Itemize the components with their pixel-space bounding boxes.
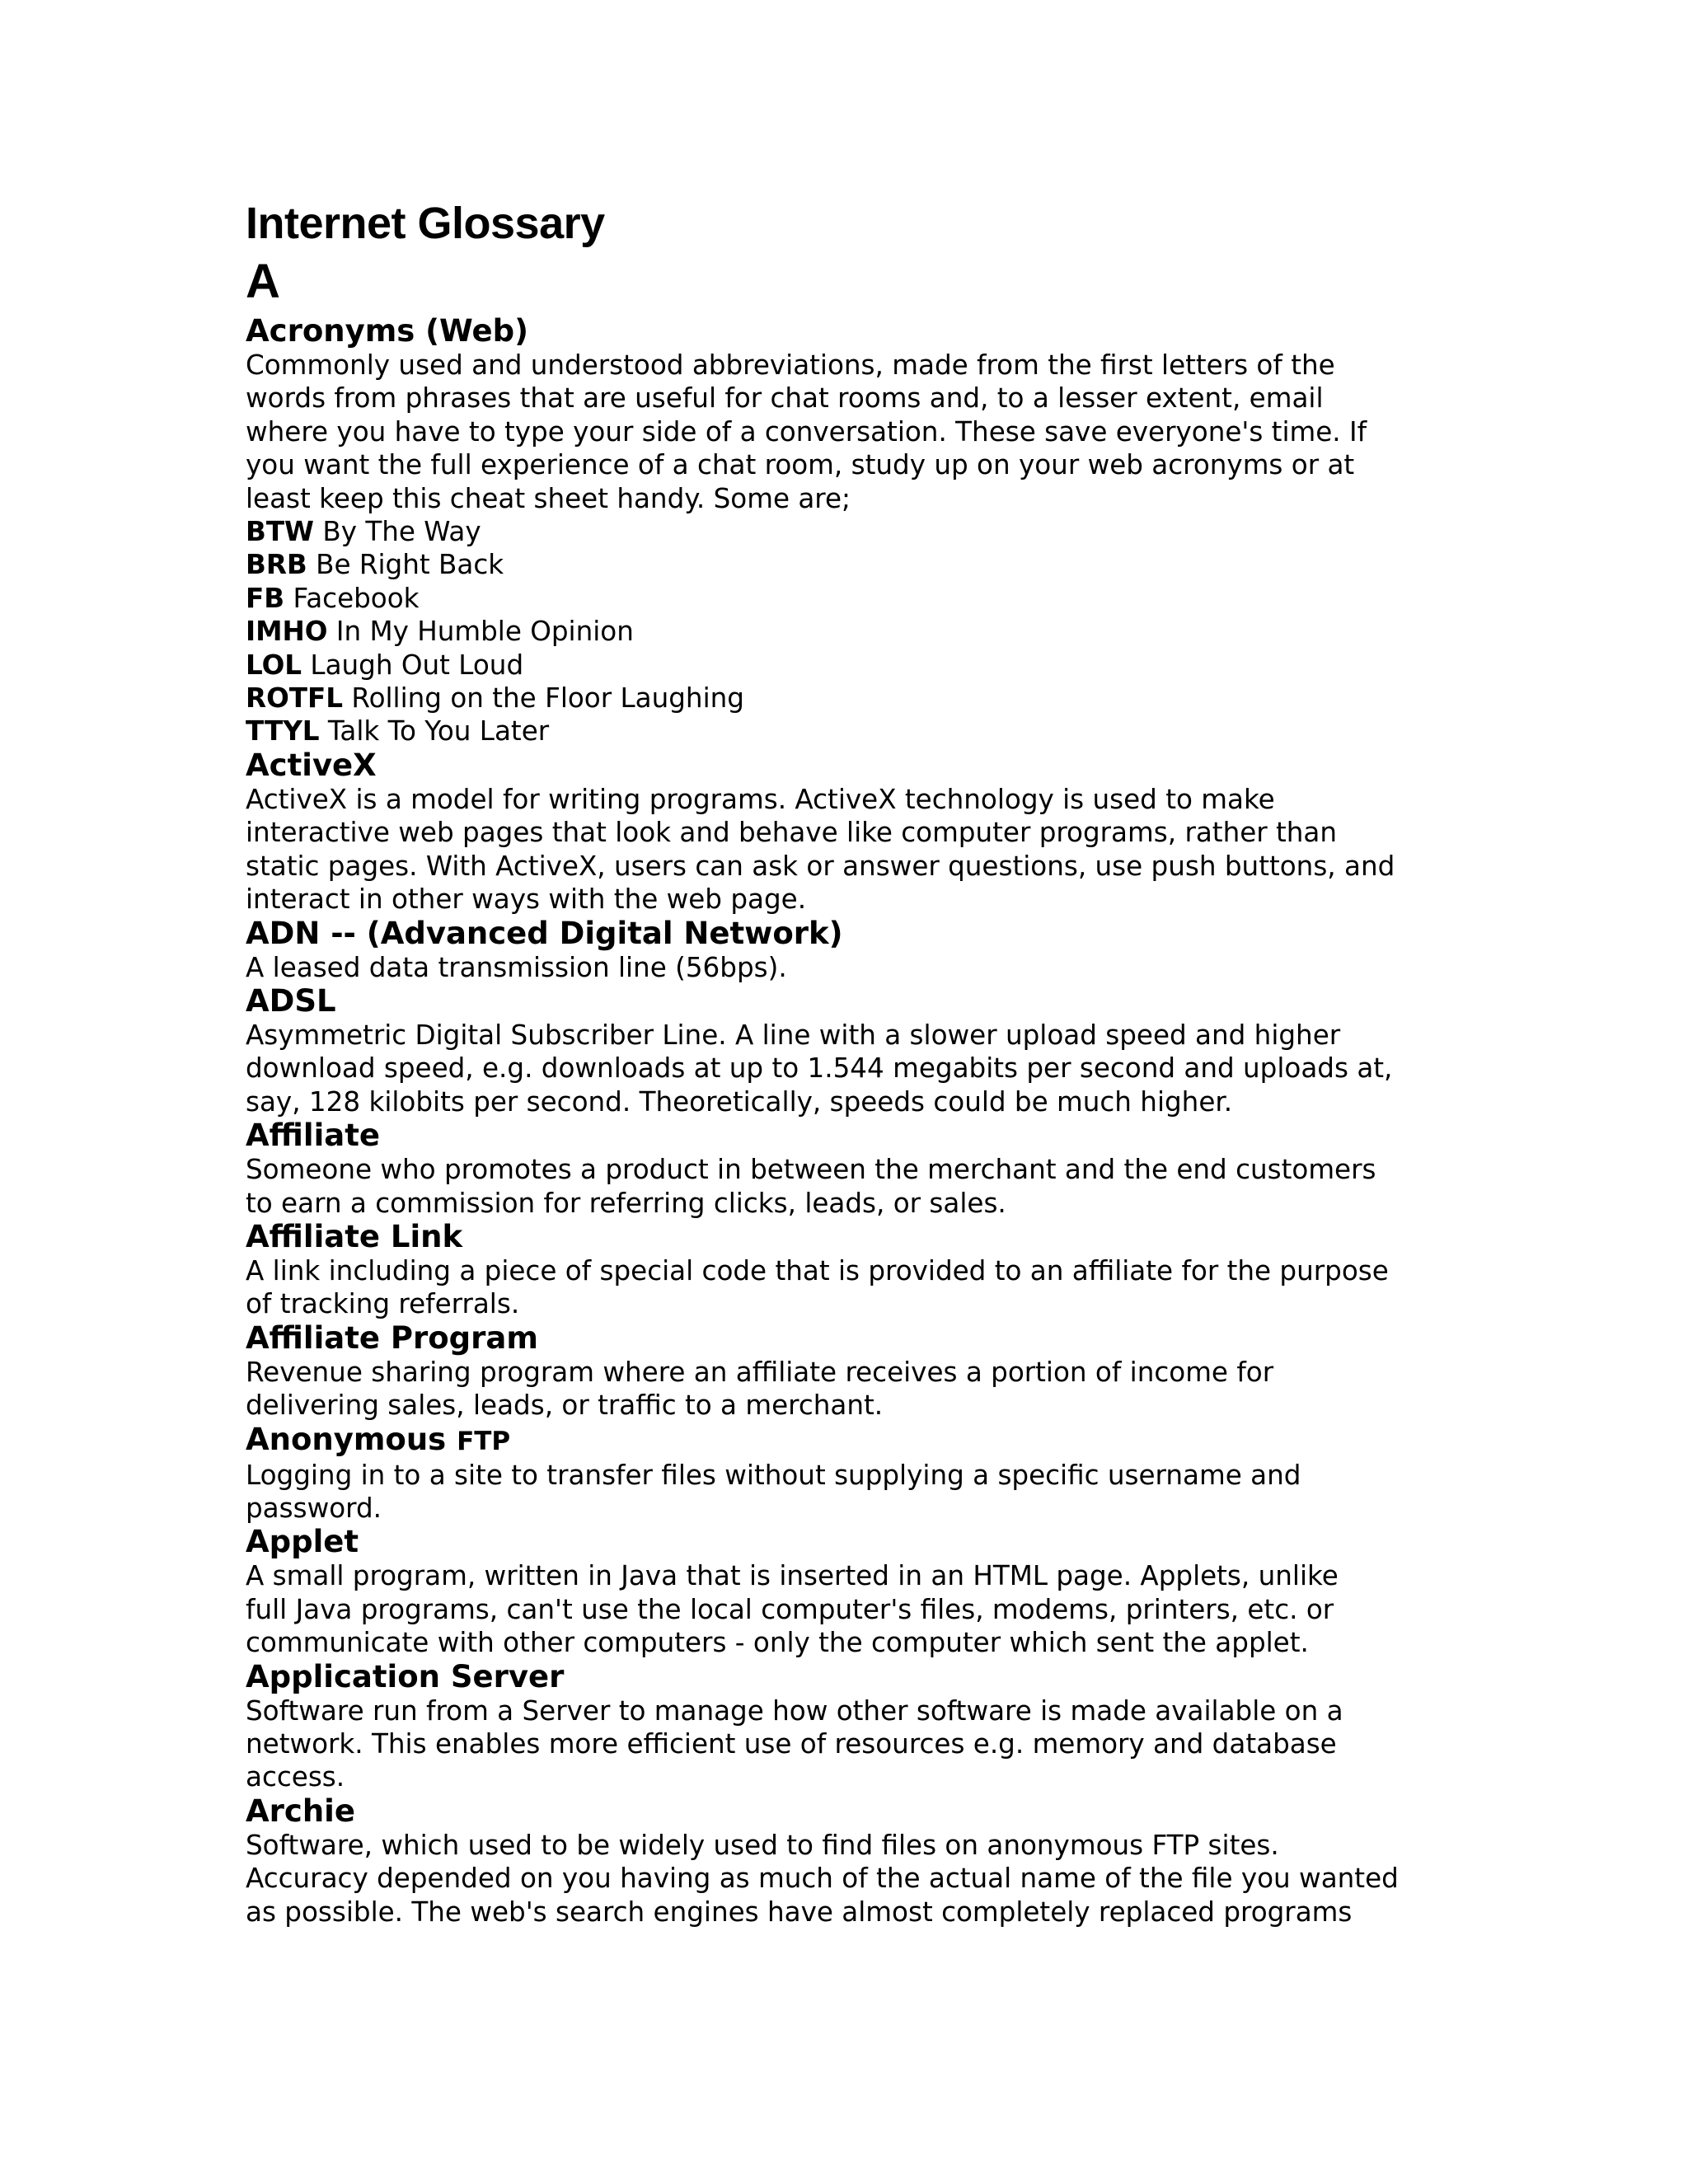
entry-definition-line: say, 128 kilobits per second. Theoretically, speeds could be much higher.: [246, 1085, 1233, 1118]
acronym-list: [246, 515, 1457, 748]
entry-term-text: Acronyms (Web): [246, 313, 529, 349]
entry-term-text: ActiveX: [246, 747, 377, 783]
acronym-meaning: Talk To You Later: [327, 715, 550, 748]
entry-definition-line: delivering sales, leads, or traffic to a merchant.: [246, 1390, 884, 1422]
acronym-abbr: BTW: [246, 516, 314, 548]
entry-definition-line: full Java programs, can't use the local computer's files, modems, printers, etc. or: [246, 1593, 1334, 1625]
entry-definition-line: Logging in to a site to transfer files without supplying a specific username and: [246, 1459, 1301, 1491]
entries-group-2: [246, 748, 1457, 1929]
acronym-row: [246, 682, 1457, 715]
acronym-meaning: Rolling on the Floor Laughing: [351, 682, 744, 715]
entry-term: [246, 1118, 1457, 1153]
entry-term-text: ADSL: [246, 982, 336, 1019]
entry-definition-line: Asymmetric Digital Subscriber Line. A line with a slower upload speed and higher: [246, 1019, 1341, 1051]
entry-term-text: Applet: [246, 1524, 359, 1560]
entry-term: [246, 1220, 1457, 1254]
entry-term: [246, 1321, 1457, 1356]
entry-definition-line: communicate with other computers - only the computer which sent the applet.: [246, 1627, 1309, 1659]
entry-definition-line: least keep this cheat sheet handy. Some are;: [246, 482, 851, 514]
glossary-page: [246, 194, 1457, 1929]
entry-definition-line: as possible. The web's search engines have almost completely replaced programs: [246, 1896, 1353, 1928]
glossary-entry: [246, 314, 1457, 515]
acronym-abbr: LOL: [246, 649, 302, 681]
glossary-entry: [246, 1220, 1457, 1321]
glossary-entry: [246, 1118, 1457, 1220]
entry-definition-line: A link including a piece of special code that is provided to an affiliate for the purpose: [246, 1254, 1389, 1286]
entry-definition-line: you want the full experience of a chat room, study up on your web acronyms or at: [246, 449, 1355, 481]
entry-definition-line: ActiveX is a model for writing programs. ActiveX technology is used to make: [246, 783, 1275, 815]
entry-definition-line: Revenue sharing program where an affiliate receives a portion of income for: [246, 1356, 1274, 1388]
acronym-abbr: IMHO: [246, 616, 328, 648]
entry-definition-line: download speed, e.g. downloads at up to 1.544 megabits per second and uploads at,: [246, 1052, 1393, 1085]
entry-term: [246, 916, 1457, 951]
entry-term-text: ADN -- (Advanced Digital Network): [246, 915, 843, 951]
acronym-abbr: FB: [246, 582, 285, 614]
glossary-entry: [246, 1660, 1457, 1794]
section-letter: A: [246, 255, 280, 308]
entry-term-suffix: FTP: [457, 1426, 511, 1456]
entry-term: [246, 984, 1457, 1019]
entry-term: [246, 1794, 1457, 1829]
glossary-entry: [246, 1321, 1457, 1422]
entry-definition-line: where you have to type your side of a conversation. These save everyone's time. If: [246, 415, 1367, 448]
entry-term-text: Affiliate: [246, 1118, 381, 1154]
entry-term: [246, 1422, 1457, 1459]
entry-definition-line: A small program, written in Java that is inserted in an HTML page. Applets, unlike: [246, 1560, 1339, 1592]
glossary-entry: [246, 1525, 1457, 1659]
glossary-entry: [246, 1422, 1457, 1526]
acronym-abbr: TTYL: [246, 715, 320, 748]
glossary-entry: [246, 916, 1457, 984]
glossary-entry: [246, 1794, 1457, 1929]
entry-definition-line: interactive web pages that look and behave like computer programs, rather than: [246, 817, 1338, 849]
entry-definition-line: Software run from a Server to manage how other software is made available on a: [246, 1694, 1343, 1727]
entries-group-1: [246, 314, 1457, 515]
page-title: Internet Glossary: [246, 199, 605, 248]
entry-definition-line: access.: [246, 1761, 345, 1793]
acronym-row: [246, 515, 1457, 548]
entry-term: [246, 1525, 1457, 1559]
entry-definition-line: Commonly used and understood abbreviations, made from the first letters of the: [246, 349, 1335, 381]
entry-term-text: Application Server: [246, 1658, 565, 1694]
acronym-row: [246, 649, 1457, 682]
entry-definition-line: to earn a commission for referring clicks, leads, or sales.: [246, 1187, 1006, 1219]
entry-definition-line: interact in other ways with the web page.: [246, 883, 807, 916]
entry-definition-line: Software, which used to be widely used to find files on anonymous FTP sites.: [246, 1829, 1279, 1861]
acronym-row: [246, 715, 1457, 748]
entry-term-text: Affiliate Link: [246, 1218, 463, 1254]
acronym-row: [246, 582, 1457, 615]
entry-definition-line: password.: [246, 1492, 382, 1524]
entry-term-text: Anonymous: [246, 1421, 447, 1457]
entry-term-text: Affiliate Program: [246, 1319, 538, 1356]
acronym-meaning: In My Humble Opinion: [335, 616, 634, 648]
entry-definition-line: A leased data transmission line (56bps).: [246, 951, 787, 983]
entry-term: [246, 1660, 1457, 1694]
acronym-meaning: By The Way: [322, 516, 481, 548]
entry-definition-line: Someone who promotes a product in between the merchant and the end customers: [246, 1154, 1376, 1186]
acronym-abbr: ROTFL: [246, 682, 344, 715]
entry-definition-line: static pages. With ActiveX, users can ask or answer questions, use push buttons, and: [246, 850, 1395, 882]
glossary-entry: [246, 984, 1457, 1118]
acronym-row: [246, 548, 1457, 581]
entry-term: [246, 314, 1457, 349]
acronym-meaning: Facebook: [293, 582, 420, 614]
entry-term-text: Archie: [246, 1793, 355, 1829]
acronym-row: [246, 615, 1457, 648]
entry-definition-line: Accuracy depended on you having as much of the actual name of the file you wanted: [246, 1863, 1399, 1895]
acronym-meaning: Be Right Back: [316, 549, 504, 581]
glossary-entry: [246, 748, 1457, 916]
entry-definition-line: network. This enables more efficient use of resources e.g. memory and database: [246, 1728, 1337, 1760]
acronym-meaning: Laugh Out Loud: [310, 649, 524, 681]
entry-term: [246, 748, 1457, 783]
entry-definition-line: of tracking referrals.: [246, 1288, 520, 1320]
entry-definition-line: words from phrases that are useful for chat rooms and, to a lesser extent, email: [246, 382, 1324, 415]
acronym-abbr: BRB: [246, 549, 307, 581]
